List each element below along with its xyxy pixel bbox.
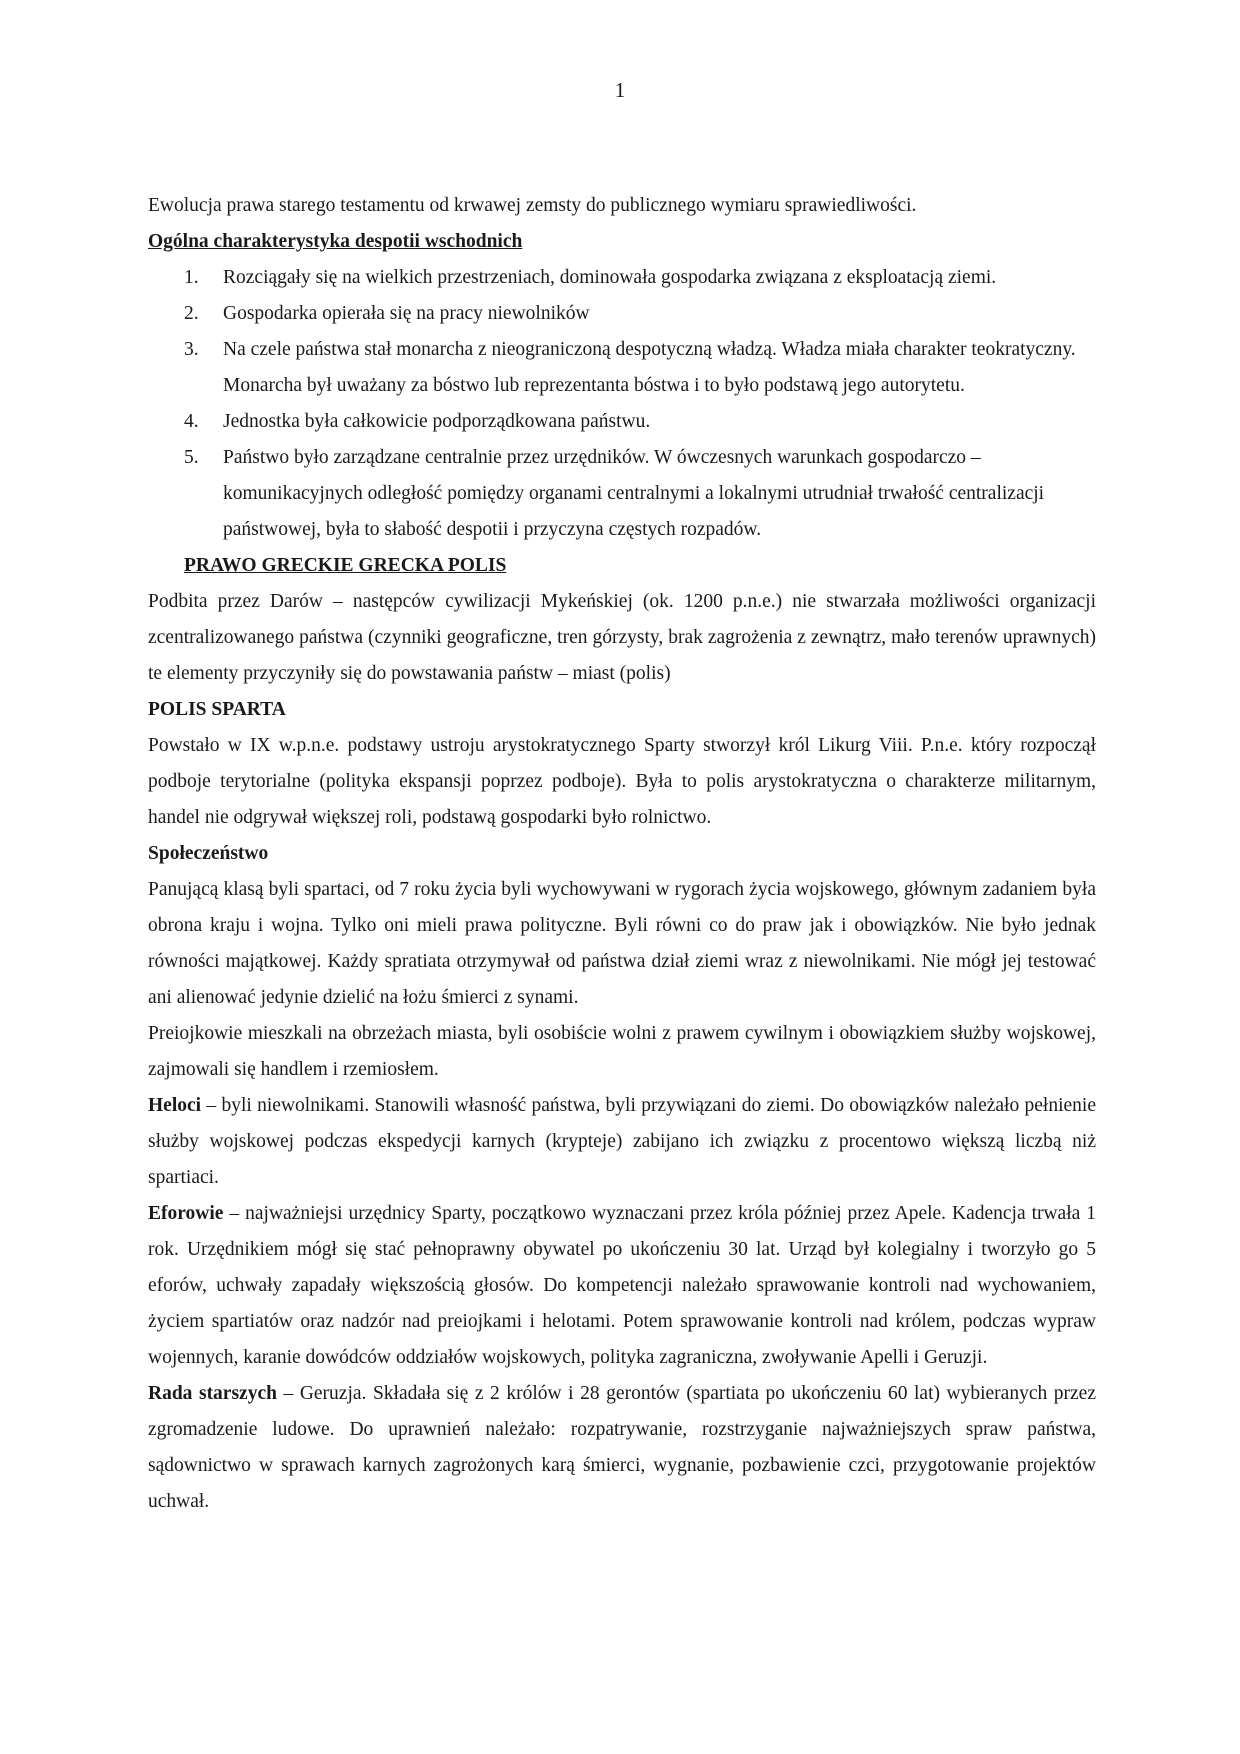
paragraph-rada-starszych [148,1376,1096,1520]
paragraph-preiojkowie: Preiojkowie mieszkali na obrzeżach miasta, byli osobiście wolni z prawem cywilnym i obowiązkiem służby wojskowej, zajmowali się handlem i rzemiosłem. [148,1023,1096,1080]
section-heading-prawo-greckie: PRAWO GRECKIE GRECKA POLIS [184,555,507,576]
paragraph-eforowie [148,1196,1096,1376]
term-rada-starszych: Rada starszych [148,1383,277,1404]
heloci-description: – byli niewolnikami. Stanowili własność państwa, byli przywiązani do ziemi. Do obowiązków należało pełnienie służby wojskowej podczas ekspedycji karnych (krypteje) zabijano ich związku z procentowo większą liczbą niż spartiaci. [148,1095,1096,1188]
list-item-number: 5. [184,447,199,468]
list-item-number: 3. [184,339,199,360]
intro-line: Ewolucja prawa starego testamentu od krwawej zemsty do publicznego wymiaru sprawiedliwości. [148,195,917,216]
list-item [148,440,1096,548]
list-item [148,332,1096,404]
rada-starszych-description: – Geruzja. Składała się z 2 królów i 28 gerontów (spartiata po ukończeniu 60 lat) wybieranych przez zgromadzenie ludowe. Do uprawnień należało: rozpatrywanie, rozstrzyganie najważniejszych spraw państwa, sądownictwo w sprawach karnych zagrożonych karą śmierci, wygnanie, pozbawienie czci, przygotowanie projektów uchwał. [148,1383,1096,1512]
paragraph-sparta: Powstało w IX w.p.n.e. podstawy ustroju arystokratycznego Sparty stworzył król Likurg Viii. P.n.e. który rozpoczął podboje terytorialne (polityka ekspansji poprzez podboje). Była to polis arystokratyczna o charakterze militarnym, handel nie odgrywał większej roli, podstawą gospodarki było rolnictwo. [148,735,1096,828]
list-item-text: Gospodarka opierała się na pracy niewolników [223,303,590,324]
list-item-text: Rozciągały się na wielkich przestrzeniach, dominowała gospodarka związana z eksploatacją ziemi. [223,267,997,288]
list-item-text: Jednostka była całkowicie podporządkowana państwu. [223,411,651,432]
despotie-list [148,260,1096,548]
list-item-number: 2. [184,303,199,324]
section-heading-despotie: Ogólna charakterystyka despotii wschodnich [148,231,523,252]
section-heading-spoleczenstwo: Społeczeństwo [148,843,269,864]
list-item-number: 4. [184,411,199,432]
section-heading-sparta: POLIS SPARTA [148,699,286,720]
paragraph-heloci [148,1088,1096,1196]
term-eforowie: Eforowie [148,1203,224,1224]
list-item [148,260,1096,296]
list-item [148,296,1096,332]
term-heloci: Heloci [148,1095,202,1116]
document-body [148,188,1096,1520]
paragraph-spartiaci: Panującą klasą byli spartaci, od 7 roku życia byli wychowywani w rygorach życia wojskowego, głównym zadaniem była obrona kraju i wojna. Tylko oni mieli prawa polityczne. Byli równi co do praw jak i obowiązków. Nie było jednak równości majątkowej. Każdy spratiata otrzymywał od państwa dział ziemi wraz z niewolnikami. Nie mógł jej testować ani alienować jedynie dzielić na łożu śmierci z synami. [148,879,1096,1008]
eforowie-description: – najważniejsi urzędnicy Sparty, początkowo wyznaczani przez króla później przez Apele. Kadencja trwała 1 rok. Urzędnikiem mógł się stać pełnoprawny obywatel po ukończeniu 30 lat. Urząd był kolegialny i tworzyło go 5 eforów, uchwały zapadały większością głosów. Do kompetencji należało sprawowanie kontroli nad wychowaniem, życiem spartiatów oraz nadzór nad preiojkami i helotami. Potem sprawowanie kontroli nad królem, podczas wypraw wojennych, karanie dowódców oddziałów wojskowych, polityka zagraniczna, zwoływanie Apelli i Geruzji. [148,1203,1096,1368]
list-item [148,404,1096,440]
list-item-text: Na czele państwa stał monarcha z nieograniczoną despotyczną władzą. Władza miała charakter teokratyczny. Monarcha był uważany za bóstwo lub reprezentanta bóstwa i to było podstawą jego autorytetu. [223,339,1076,396]
list-item-number: 1. [184,267,199,288]
list-item-text: Państwo było zarządzane centralnie przez urzędników. W ówczesnych warunkach gospodarczo – komunikacyjnych odległość pomiędzy organami centralnymi a lokalnymi utrudniał trwałość centralizacji państwowej, była to słabość despotii i przyczyna częstych rozpadów. [223,447,1045,540]
page-number: 1 [614,78,626,102]
paragraph-polis: Podbita przez Darów – następców cywilizacji Mykeńskiej (ok. 1200 p.n.e.) nie stwarzała możliwości organizacji zcentralizowanego państwa (czynniki geograficzne, tren górzysty, brak zagrożenia z zewnątrz, mało terenów uprawnych) te elementy przyczyniły się do powstawania państw – miast (polis) [148,591,1096,684]
